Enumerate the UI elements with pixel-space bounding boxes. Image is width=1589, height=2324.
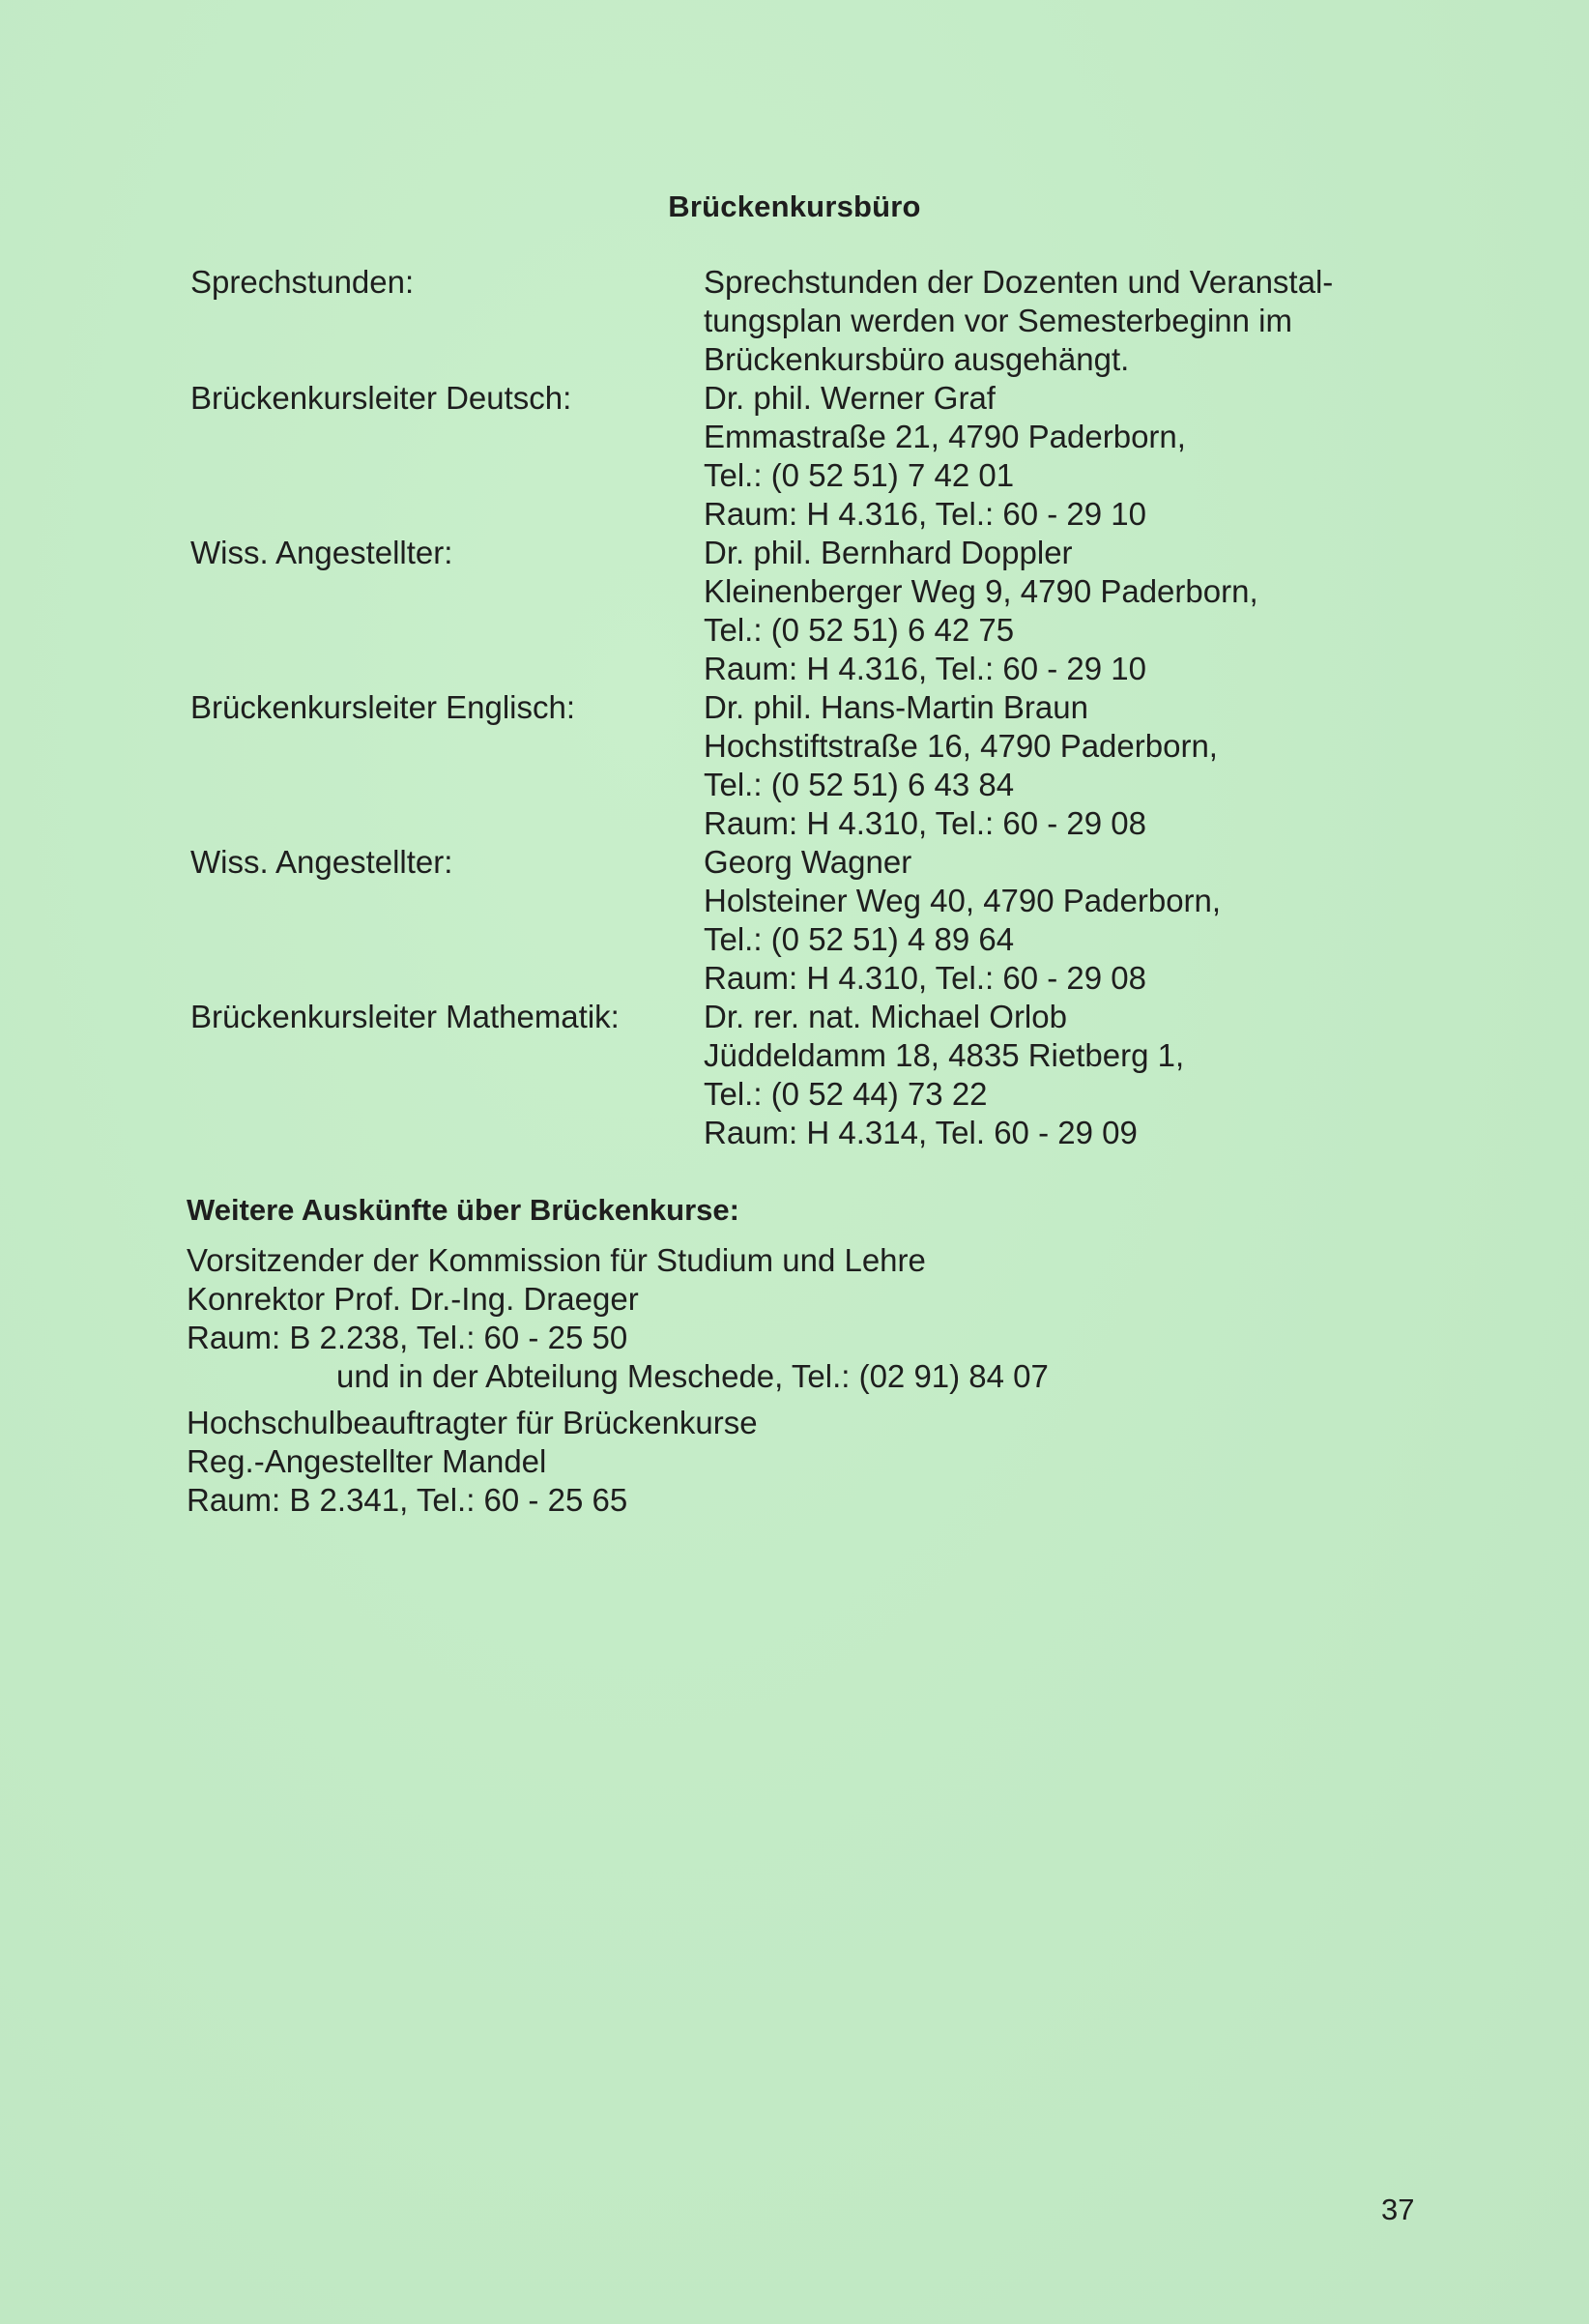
- contact-line: Dr. rer. nat. Michael Orlob: [704, 999, 1067, 1034]
- contact-line: Tel.: (0 52 51) 7 42 01: [704, 457, 1015, 493]
- commission-line: Vorsitzender der Kommission für Studium und Lehre: [187, 1242, 926, 1278]
- representative-line: Reg.-Angestellter Mandel: [187, 1443, 547, 1479]
- contact-label: Wiss. Angestellter:: [190, 535, 453, 570]
- commission-line: und in der Abteilung Meschede, Tel.: (02 91) 84 07: [336, 1358, 1049, 1394]
- contact-row-math-lead: [190, 998, 1447, 1152]
- contact-label: Wiss. Angestellter:: [190, 844, 453, 880]
- contact-line: Raum: H 4.316, Tel.: 60 - 29 10: [704, 496, 1146, 532]
- contact-details: [704, 843, 1447, 998]
- contact-row-german-assistant: [190, 534, 1447, 688]
- contact-line: Tel.: (0 52 51) 6 42 75: [704, 612, 1015, 648]
- contact-label: Brückenkursleiter Deutsch:: [190, 380, 572, 416]
- further-info-heading: Weitere Auskünfte über Brückenkurse:: [187, 1193, 739, 1227]
- contact-row-english-lead: [190, 688, 1447, 843]
- representative-block: [187, 1404, 1443, 1520]
- page-title: Brückenkursbüro: [668, 189, 921, 223]
- contact-line: Kleinenberger Weg 9, 4790 Paderborn,: [704, 573, 1258, 609]
- representative-line: Hochschulbeauftragter für Brückenkurse: [187, 1405, 758, 1440]
- contact-line: Dr. phil. Bernhard Doppler: [704, 535, 1073, 570]
- representative-line: Raum: B 2.341, Tel.: 60 - 25 65: [187, 1482, 628, 1518]
- contact-line: Dr. phil. Werner Graf: [704, 380, 996, 416]
- commission-line: Konrektor Prof. Dr.-Ing. Draeger: [187, 1281, 639, 1317]
- contact-label: Brückenkursleiter Mathematik:: [190, 999, 620, 1034]
- contact-details: [704, 998, 1447, 1152]
- contact-line: Holsteiner Weg 40, 4790 Paderborn,: [704, 883, 1222, 918]
- contact-line: Raum: H 4.314, Tel. 60 - 29 09: [704, 1115, 1138, 1150]
- contact-line: tungsplan werden vor Semesterbeginn im: [704, 303, 1293, 338]
- contact-line: Raum: H 4.316, Tel.: 60 - 29 10: [704, 651, 1146, 686]
- contact-details: [704, 263, 1447, 379]
- contact-line: Raum: H 4.310, Tel.: 60 - 29 08: [704, 805, 1146, 841]
- contact-line: Dr. phil. Hans-Martin Braun: [704, 689, 1088, 725]
- commission-block: [187, 1241, 1443, 1396]
- contact-line: Raum: H 4.310, Tel.: 60 - 29 08: [704, 960, 1146, 996]
- contact-list: [190, 263, 1447, 1152]
- contact-line: Emmastraße 21, 4790 Paderborn,: [704, 419, 1186, 454]
- contact-details: [704, 688, 1447, 843]
- contact-line: Tel.: (0 52 44) 73 22: [704, 1076, 988, 1112]
- contact-row-english-assistant: [190, 843, 1447, 998]
- contact-label: Brückenkursleiter Englisch:: [190, 689, 575, 725]
- contact-label: Sprechstunden:: [190, 264, 415, 300]
- contact-line: Sprechstunden der Dozenten und Veranstal-: [704, 264, 1334, 300]
- contact-row-office-hours: [190, 263, 1447, 379]
- contact-line: Brückenkursbüro ausgehängt.: [704, 341, 1130, 377]
- commission-line: Raum: B 2.238, Tel.: 60 - 25 50: [187, 1320, 628, 1355]
- contact-line: Tel.: (0 52 51) 4 89 64: [704, 921, 1015, 957]
- contact-line: Tel.: (0 52 51) 6 43 84: [704, 767, 1015, 802]
- contact-line: Georg Wagner: [704, 844, 912, 880]
- contact-details: [704, 379, 1447, 534]
- contact-line: Hochstiftstraße 16, 4790 Paderborn,: [704, 728, 1218, 764]
- contact-row-german-lead: [190, 379, 1447, 534]
- contact-line: Jüddeldamm 18, 4835 Rietberg 1,: [704, 1037, 1185, 1073]
- page-number: 37: [1381, 2193, 1415, 2226]
- contact-details: [704, 534, 1447, 688]
- further-info-section: [187, 1191, 1443, 1520]
